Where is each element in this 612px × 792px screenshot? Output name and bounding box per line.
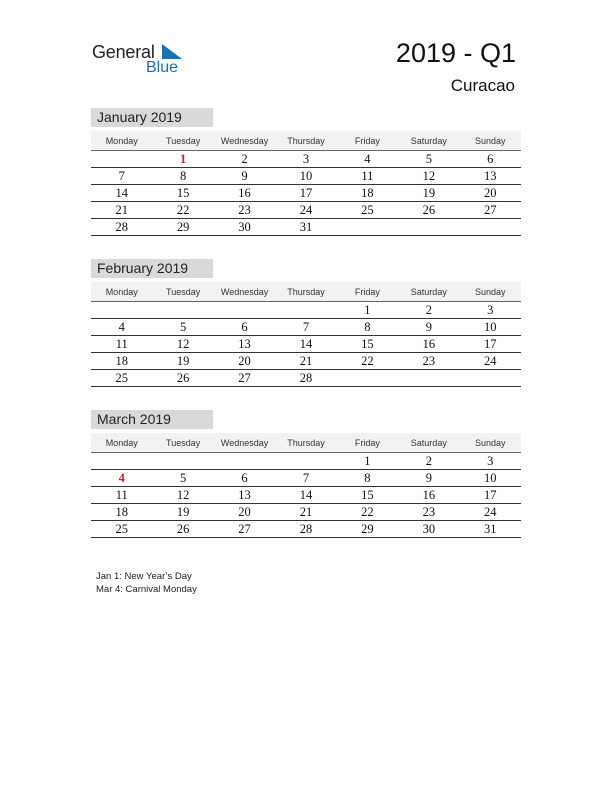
- day-cell: 6: [241, 471, 248, 485]
- day-cell: 29: [176, 220, 190, 234]
- day-cell: 3: [487, 454, 494, 468]
- week-row: [91, 151, 521, 168]
- weekday-label: Monday: [105, 287, 138, 297]
- weekday-header-row: [91, 131, 521, 151]
- day-cell: 12: [176, 337, 190, 351]
- day-cell: 15: [176, 186, 190, 200]
- day-cell: 16: [422, 488, 436, 502]
- day-cell: [152, 302, 213, 318]
- day-cell: [152, 453, 213, 469]
- weekday-label: Wednesday: [220, 136, 269, 146]
- month-title: February 2019: [91, 259, 213, 278]
- day-cell: 2: [425, 454, 432, 468]
- weekday-label: Wednesday: [220, 438, 269, 448]
- logo-blue-text: Blue: [146, 59, 179, 76]
- weekday-label: Tuesday: [166, 287, 201, 297]
- week-row: [91, 202, 521, 219]
- day-cell: 5: [180, 320, 187, 334]
- day-cell: 8: [364, 471, 371, 485]
- day-cell: 11: [115, 337, 128, 351]
- day-cell: 31: [483, 522, 497, 536]
- day-cell: 17: [299, 186, 313, 200]
- week-row: [91, 504, 521, 521]
- month-march: [91, 410, 521, 538]
- day-cell: 28: [299, 371, 313, 385]
- day-cell: 21: [115, 203, 128, 217]
- day-cell: 23: [422, 505, 436, 519]
- weeks: [91, 453, 521, 538]
- day-cell: 25: [361, 203, 374, 217]
- weekday-header-row: [91, 282, 521, 302]
- day-cell: [91, 453, 152, 469]
- day-cell: 19: [422, 186, 436, 200]
- day-cell: [398, 219, 459, 235]
- day-cell: 18: [115, 354, 128, 368]
- week-row: [91, 470, 521, 487]
- day-cell: 25: [115, 371, 128, 385]
- holiday-notes: [96, 570, 197, 596]
- day-cell: 3: [302, 152, 310, 166]
- day-cell: 1: [364, 454, 371, 468]
- day-cell: 21: [299, 505, 313, 519]
- day-cell: 10: [299, 169, 313, 183]
- day-cell: 24: [483, 354, 497, 368]
- day-cell: 18: [361, 186, 374, 200]
- weekday-label: Monday: [105, 438, 138, 448]
- day-cell: 2: [425, 303, 432, 317]
- day-cell: 12: [176, 488, 190, 502]
- day-cell: 30: [238, 220, 251, 234]
- day-cell: [275, 453, 336, 469]
- day-cell: 28: [115, 220, 128, 234]
- day-cell: 6: [487, 152, 494, 166]
- day-cell: 27: [238, 522, 251, 536]
- day-cell: [337, 219, 398, 235]
- week-row: [91, 336, 521, 353]
- day-cell: [91, 151, 152, 167]
- day-cell: 14: [299, 488, 313, 502]
- day-cell: 23: [422, 354, 436, 368]
- week-row: [91, 353, 521, 370]
- day-cell: 9: [241, 169, 248, 183]
- day-cell: [460, 219, 521, 235]
- day-cell: 3: [487, 303, 494, 317]
- day-cell: 2: [241, 152, 248, 166]
- month-january: [91, 108, 521, 236]
- day-cell: 26: [176, 522, 190, 536]
- logo-flag-icon: [162, 44, 182, 60]
- day-cell: 4: [364, 152, 371, 166]
- day-cell: 27: [238, 371, 251, 385]
- day-cell: 5: [180, 471, 187, 485]
- day-cell: 14: [299, 337, 313, 351]
- day-cell: 7: [118, 169, 125, 183]
- week-row: [91, 302, 521, 319]
- day-cell: 19: [176, 354, 190, 368]
- day-cell: 20: [238, 505, 251, 519]
- day-cell: 12: [422, 169, 436, 183]
- day-cell: 9: [425, 320, 432, 334]
- day-cell: 31: [299, 220, 313, 234]
- week-row: [91, 319, 521, 336]
- weekday-label: Friday: [354, 287, 380, 297]
- day-cell: 20: [483, 186, 497, 200]
- weekday-header-row: [91, 433, 521, 453]
- month-february: [91, 259, 521, 387]
- weekday-label: Saturday: [410, 438, 447, 448]
- weekday-label: Tuesday: [166, 136, 201, 146]
- weekday-label: Saturday: [410, 136, 447, 146]
- day-cell: 22: [361, 505, 374, 519]
- day-cell: 26: [176, 371, 190, 385]
- day-cell: 28: [299, 522, 313, 536]
- weekday-label: Thursday: [287, 136, 325, 146]
- day-cell: 24: [483, 505, 497, 519]
- weekday-label: Saturday: [410, 287, 447, 297]
- page-title: 2019 - Q1: [395, 38, 516, 68]
- day-cell: 24: [299, 203, 313, 217]
- day-cell: 9: [425, 471, 432, 485]
- holiday-day-cell: 4: [118, 471, 125, 485]
- weekday-label: Friday: [354, 136, 380, 146]
- week-row: [91, 487, 521, 504]
- day-cell: 5: [425, 152, 432, 166]
- week-row: [91, 219, 521, 236]
- week-row: [91, 521, 521, 538]
- day-cell: 30: [422, 522, 436, 536]
- day-cell: 14: [115, 186, 128, 200]
- holiday-note: Mar 4: Carnival Monday: [96, 584, 197, 595]
- day-cell: 8: [180, 169, 187, 183]
- day-cell: 16: [422, 337, 436, 351]
- weekday-label: Thursday: [287, 287, 325, 297]
- day-cell: 25: [115, 522, 128, 536]
- day-cell: 22: [361, 354, 374, 368]
- day-cell: 17: [483, 488, 497, 502]
- day-cell: 11: [115, 488, 128, 502]
- day-cell: 26: [422, 203, 436, 217]
- day-cell: 6: [241, 320, 248, 334]
- country-name: Curacao: [450, 76, 515, 95]
- week-row: [91, 370, 521, 387]
- day-cell: [214, 302, 275, 318]
- weekday-label: Sunday: [474, 287, 506, 297]
- day-cell: 15: [361, 337, 374, 351]
- day-cell: 10: [483, 471, 497, 485]
- day-cell: 13: [238, 488, 251, 502]
- weekday-label: Sunday: [474, 438, 506, 448]
- day-cell: 1: [364, 303, 371, 317]
- day-cell: 7: [302, 320, 310, 334]
- month-title: March 2019: [91, 410, 213, 429]
- weeks: [91, 151, 521, 236]
- day-cell: [275, 302, 336, 318]
- day-cell: 8: [364, 320, 371, 334]
- day-cell: [337, 370, 398, 386]
- day-cell: 21: [299, 354, 313, 368]
- day-cell: [214, 453, 275, 469]
- holiday-note: Jan 1: New Year’s Day: [96, 571, 192, 582]
- day-cell: 13: [483, 169, 497, 183]
- day-cell: 16: [238, 186, 251, 200]
- day-cell: 29: [361, 522, 374, 536]
- day-cell: 4: [118, 320, 125, 334]
- day-cell: 20: [238, 354, 251, 368]
- month-title: January 2019: [91, 108, 213, 127]
- day-cell: 22: [176, 203, 190, 217]
- week-row: [91, 168, 521, 185]
- holiday-day-cell: 1: [180, 152, 187, 166]
- day-cell: 18: [115, 505, 128, 519]
- day-cell: [398, 370, 459, 386]
- day-cell: 7: [302, 471, 310, 485]
- weekday-label: Wednesday: [220, 287, 269, 297]
- logo-general-text: General: [92, 42, 155, 62]
- weekday-label: Tuesday: [166, 438, 201, 448]
- day-cell: 27: [483, 203, 497, 217]
- day-cell: 15: [361, 488, 374, 502]
- weekday-label: Friday: [354, 438, 380, 448]
- day-cell: 23: [238, 203, 251, 217]
- day-cell: 17: [483, 337, 497, 351]
- weekday-label: Thursday: [287, 438, 325, 448]
- week-row: [91, 453, 521, 470]
- generalblue-logo: [92, 40, 192, 80]
- day-cell: 13: [238, 337, 251, 351]
- weeks: [91, 302, 521, 387]
- day-cell: 11: [361, 169, 374, 183]
- day-cell: 19: [176, 505, 190, 519]
- weekday-label: Sunday: [474, 136, 506, 146]
- day-cell: 10: [483, 320, 497, 334]
- day-cell: [91, 302, 152, 318]
- week-row: [91, 185, 521, 202]
- weekday-label: Monday: [105, 136, 138, 146]
- day-cell: [460, 370, 521, 386]
